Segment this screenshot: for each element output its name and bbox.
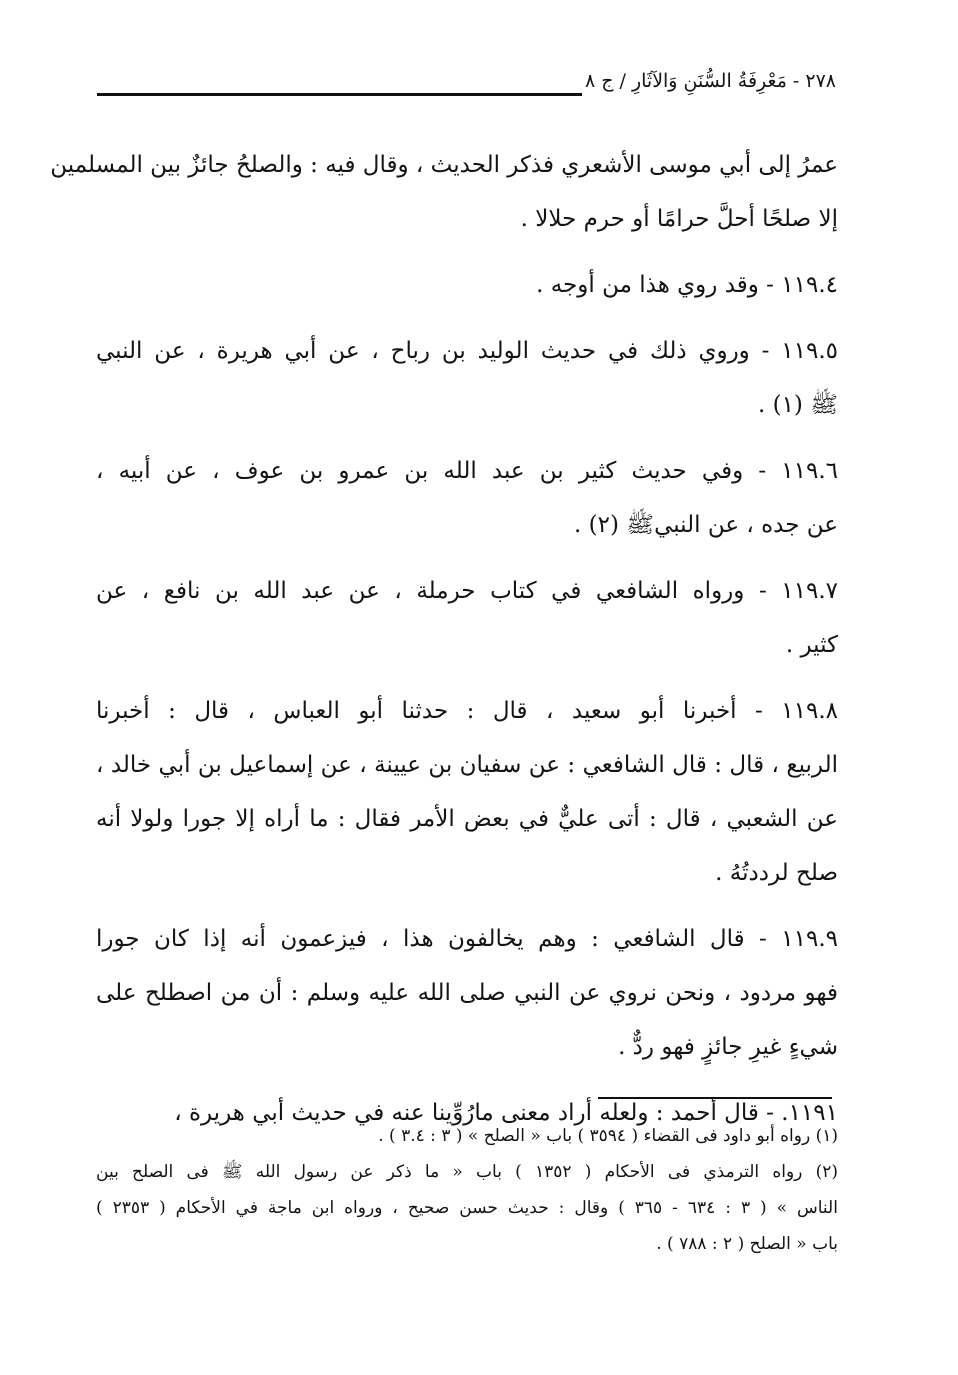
text-line: الربيع ، قال : قال الشافعي : عن سفيان بن عيينة ، عن إسماعيل بن أبي خالد ، bbox=[96, 752, 838, 778]
footnote-rule bbox=[598, 1097, 832, 1099]
text-line: فهو مردود ، ونحن نروي عن النبي صلى الله عليه وسلم : أن من اصطلح على bbox=[96, 980, 838, 1006]
text-line: ﷺ (١) . bbox=[757, 392, 838, 418]
paragraph-1197 bbox=[96, 564, 838, 672]
text-line: ١١٩.٦ - وفي حديث كثير بن عبد الله بن عمرو بن عوف ، عن أبيه ، bbox=[96, 458, 838, 484]
text-line: ١١٩١. - قال أحمد : ولعله أراد معنى مارُوِّينا عنه في حديث أبي هريرة ، bbox=[174, 1100, 838, 1126]
paragraph-1198 bbox=[96, 684, 838, 900]
text-line: عمرُ إلى أبي موسى الأشعري فذكر الحديث ، وقال فيه : والصلحُ جائزٌ بين المسلمين bbox=[50, 152, 838, 178]
text-line: ١١٩.٨ - أخبرنا أبو سعيد ، قال : حدثنا أبو العباس ، قال : أخبرنا bbox=[96, 698, 838, 724]
paragraph-1194 bbox=[96, 258, 838, 312]
text-line: ١١٩.٤ - وقد روي هذا من أوجه . bbox=[536, 272, 838, 298]
text-line: إلا صلحًا أحلَّ حرامًا أو حرم حلالا . bbox=[520, 206, 838, 232]
text-line: صلح لرددتُهُ . bbox=[715, 860, 838, 886]
footnotes bbox=[96, 1118, 838, 1262]
paragraph-1195 bbox=[96, 324, 838, 432]
footnote-1: (١) رواه أبو داود فى القضاء ( ٣٥٩٤ ) باب « الصلح » ( ٣ : ٣.٤ ) . bbox=[378, 1126, 838, 1146]
footnote-2-line: باب « الصلح ( ٢ : ٧٨٨ ) . bbox=[656, 1234, 838, 1254]
text-line: ١١٩.٧ - ورواه الشافعي في كتاب حرملة ، عن عبد الله بن نافع ، عن bbox=[96, 578, 838, 604]
text-line: عن جده ، عن النبيﷺ (٢) . bbox=[574, 512, 838, 538]
header-rule bbox=[97, 93, 582, 96]
paragraph-1196 bbox=[96, 444, 838, 552]
paragraph-1199 bbox=[96, 912, 838, 1074]
text-line: شيءٍ غيرِ جائزٍ فهو ردٌّ . bbox=[618, 1034, 838, 1060]
running-head: ٢٧٨ - مَعْرِفَةُ السُّنَنِ وَالآثَارِ / ج ٨ bbox=[584, 70, 836, 92]
footnote-2-line: الناس » ( ٣ : ٦٣٤ - ٣٦٥ ) وقال : حديث حسن صحيح ، ورواه ابن ماجة في الأحكام ( ٢٣٥٣ ) bbox=[96, 1198, 838, 1218]
body-text bbox=[50, 138, 838, 1140]
text-line: ١١٩.٩ - قال الشافعي : وهم يخالفون هذا ، فيزعمون أنه إذا كان جورا bbox=[96, 926, 838, 952]
text-line: كثير . bbox=[785, 632, 838, 658]
paragraph-continuation bbox=[50, 138, 838, 246]
text-line: عن الشعبي ، قال : أتى عليٌّ في بعض الأمر فقال : ما أراه إلا جورا ولولا أنه bbox=[96, 806, 838, 832]
text-line: ١١٩.٥ - وروي ذلك في حديث الوليد بن رباح ، عن أبي هريرة ، عن النبي bbox=[96, 338, 838, 364]
footnote-2-line: (٢) رواه الترمذي فى الأحكام ( ١٣٥٢ ) باب « ما ذكر عن رسول الله ﷺ فى الصلح بين bbox=[96, 1162, 838, 1182]
